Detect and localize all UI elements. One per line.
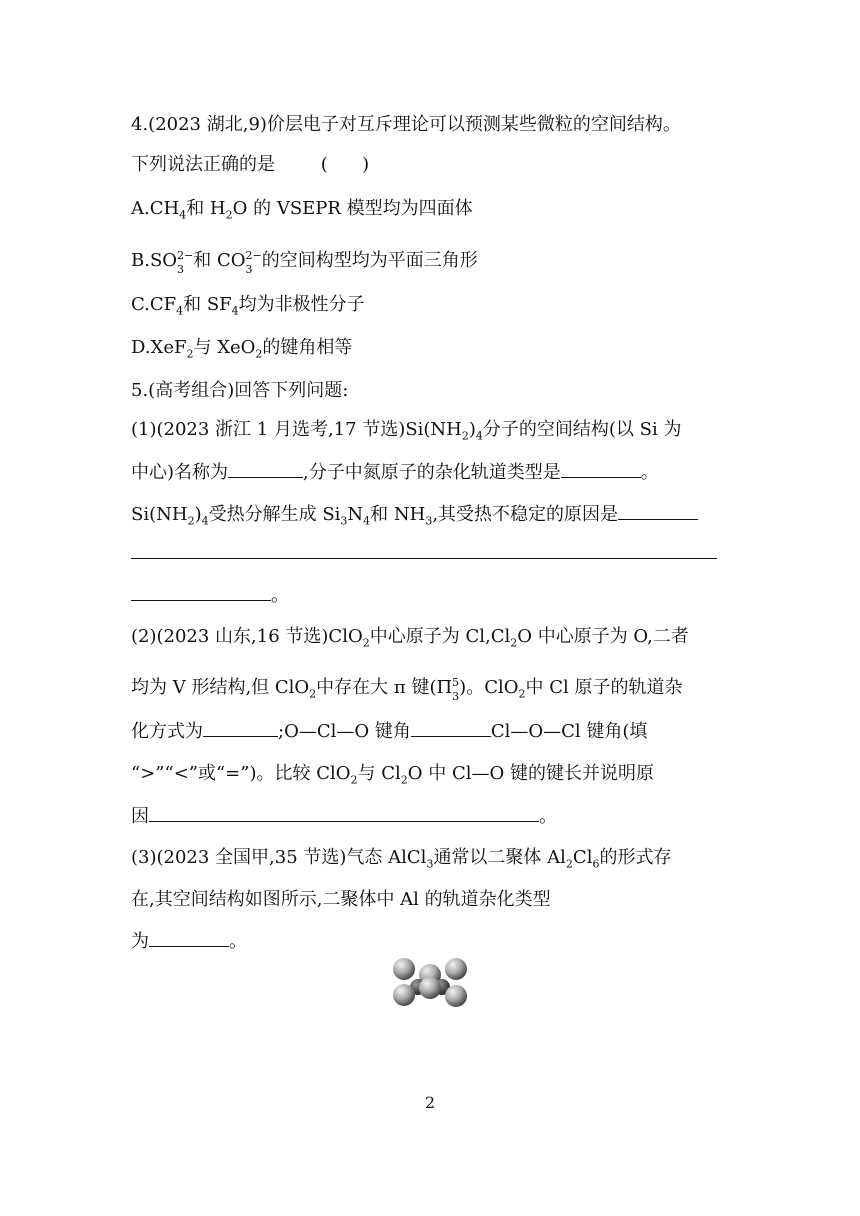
cl-atom: [445, 958, 467, 980]
answer-blank[interactable]: [561, 459, 641, 478]
q5-title: 5.(高考组合)回答下列问题:: [131, 380, 349, 401]
q4-stem-line1: 4.(2023 湖北,9)价层电子对互斥理论可以预测某些微粒的空间结构。: [131, 114, 681, 135]
q5-part2-line3: 化方式为 ;O—Cl—O 键角 Cl—O—Cl 键角(填: [131, 718, 647, 745]
q4-option-c: $C.CF_4$和 $SF_4$均为非极性分子: [131, 294, 365, 318]
cl-atom: [393, 958, 415, 980]
answer-blank[interactable]: [618, 501, 698, 520]
answer-blank-full-line[interactable]: [131, 558, 717, 559]
q5-part1-line2: 中心)名称为 ,分子中氮原子的杂化轨道类型是 。: [131, 459, 659, 486]
cl-atom: [393, 984, 415, 1006]
q5-part3-line1: (3)(2023 全国甲,35 节选)气态 AlCl$_3$通常以二聚体 $Al_2Cl_6$的形式存: [131, 847, 672, 871]
q4-option-b: $B.SO^{2-}$ 3 和 $CO^{2-}$ 3 的空间构型均为平面三角形: [131, 249, 478, 276]
cl-atom: [419, 977, 441, 999]
q5-part2-line4: “>”“<”或“=”)。比较 ClO$_2$与 $Cl_2O$ 中 Cl—O 键的键长并说明原: [131, 763, 654, 787]
q5-part1-line1: (1)(2023 浙江 1 月选考,17 节选)$Si(NH_2)_4$分子的空间结构(以 Si 为: [131, 419, 682, 443]
q5-part3-line2: 在,其空间结构如图所示,二聚体中 Al 的轨道杂化类型: [131, 889, 551, 910]
cl-atom: [445, 985, 467, 1007]
answer-blank[interactable]: [203, 718, 278, 737]
answer-blank[interactable]: [131, 582, 271, 601]
q5-part1-line3: $Si(NH_2)_4$受热分解生成 $Si_3N_4$和 $NH_3$,其受热不稳定的原因是: [131, 501, 698, 535]
q4-option-a: $A.CH_4$和 $H_2O$ 的 VSEPR 模型均为四面体: [131, 198, 473, 222]
al2cl6-dimer-figure: [388, 955, 474, 1015]
answer-blank[interactable]: [149, 803, 539, 822]
q4-option-d: D.XeF$_2$与 XeO$_2$的键角相等: [131, 337, 353, 361]
q5-part2-line2: 均为 V 形结构,但 ClO$_2$中存在大 π 键($\Pi^5$ 3 )。ClO$_2$中 Cl 原子的轨道杂: [131, 676, 683, 703]
answer-blank[interactable]: [228, 459, 303, 478]
answer-blank[interactable]: [411, 718, 491, 737]
q4-stem-line2: 下列说法正确的是 ( ): [131, 154, 370, 175]
q5-part1-end: 。: [131, 582, 289, 609]
q5-part2-line5: 因 。: [131, 803, 557, 830]
page-number: 2: [424, 1093, 436, 1112]
q5-part2-line1: (2)(2023 山东,16 节选)ClO$_2$中心原子为 $Cl,Cl_2O$ 中心原子为 O,二者: [131, 626, 689, 650]
answer-blank[interactable]: [149, 928, 229, 947]
q5-part3-line3: 为 。: [131, 928, 247, 955]
